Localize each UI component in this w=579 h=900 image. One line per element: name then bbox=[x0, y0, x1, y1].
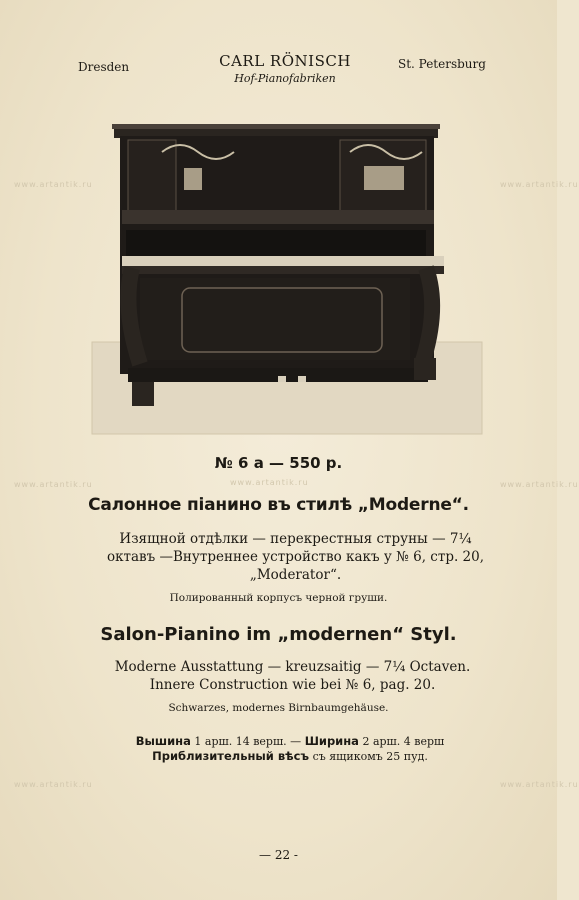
height-label: Вышина bbox=[135, 734, 191, 748]
description-russian bbox=[88, 530, 503, 584]
dimensions-line bbox=[100, 734, 480, 749]
case-russian: Полированный корпусъ черной груши. bbox=[169, 592, 388, 604]
weight-line bbox=[100, 749, 480, 764]
header-brand-block bbox=[200, 52, 370, 85]
description-german bbox=[85, 658, 500, 694]
description-german-line: Innere Construction wie bei № 6, pag. 20. bbox=[149, 677, 436, 693]
width-value: 2 арш. 4 верш bbox=[362, 735, 445, 748]
description-russian-line: „Moderator“. bbox=[249, 567, 342, 583]
brand-subtitle: Hof-Pianofabriken bbox=[234, 72, 336, 85]
watermark: www.artantik.ru bbox=[14, 180, 93, 189]
dimensions-block bbox=[100, 734, 480, 764]
description-russian-line: октавъ —Внутреннее устройство какъ у № 6, стр. 20, bbox=[106, 549, 485, 565]
description-russian-line: Изящной отдѣлки — перекрестныя струны — 7¼ bbox=[119, 531, 472, 547]
header-city-left: Dresden bbox=[78, 60, 130, 74]
weight-label: Приблизительный вѣсъ bbox=[152, 749, 310, 763]
page-number: — 22 - bbox=[259, 848, 298, 862]
watermark: www.artantik.ru bbox=[500, 780, 579, 789]
watermark: www.artantik.ru bbox=[14, 780, 93, 789]
header-city-right: St. Petersburg bbox=[398, 57, 486, 71]
piano-photo bbox=[92, 118, 482, 436]
weight-value: съ ящикомъ 25 пуд. bbox=[312, 750, 428, 763]
watermark: www.artantik.ru bbox=[500, 180, 579, 189]
watermark: www.artantik.ru bbox=[230, 478, 309, 487]
model-price: № 6 а — 550 р. bbox=[214, 454, 343, 472]
title-russian: Салонное піанино въ стилѣ „Moderne“. bbox=[88, 495, 469, 515]
case-german: Schwarzes, modernes Birnbaumgehäuse. bbox=[168, 702, 389, 714]
watermark: www.artantik.ru bbox=[14, 480, 93, 489]
brand-name: CARL RÖNISCH bbox=[219, 52, 351, 70]
width-label: Ширина bbox=[304, 734, 359, 748]
height-value: 1 арш. 14 верш. — bbox=[194, 735, 302, 748]
watermark: www.artantik.ru bbox=[500, 480, 579, 489]
title-german: Salon-Pianino im „modernen“ Styl. bbox=[100, 624, 457, 645]
description-german-line: Moderne Ausstattung — kreuzsaitig — 7¼ Octaven. bbox=[114, 659, 471, 675]
